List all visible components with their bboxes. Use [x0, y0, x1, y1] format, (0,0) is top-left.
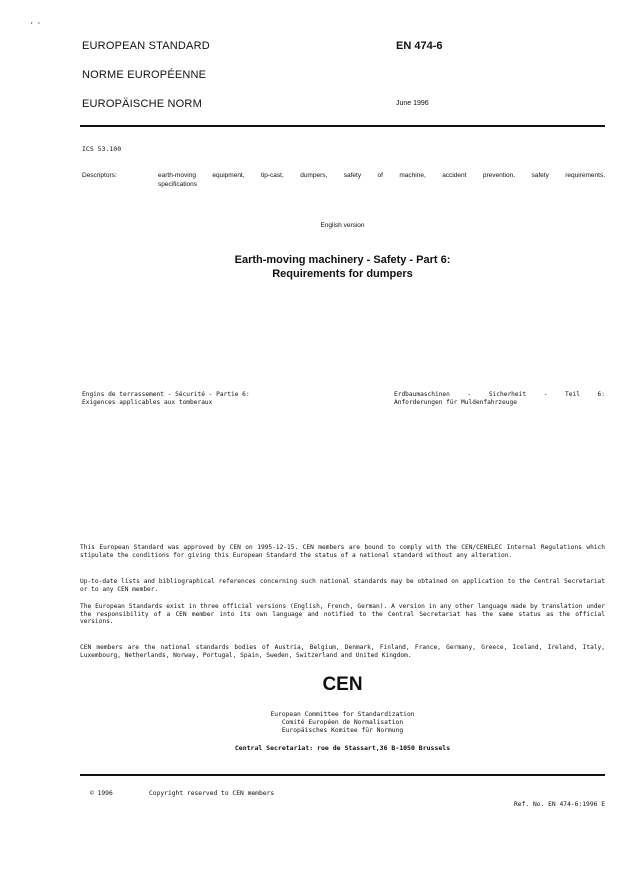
header-en: EUROPEAN STANDARD [82, 40, 210, 52]
members-paragraph: CEN members are the national standards bodies of Austria, Belgium, Denmark, Finland, France, Germany, Greece, Iceland, Ireland, Italy, Luxembourg, Netherlands, Norway, Portugal, Spain, Sweden, Switzerland and United Kingdom. [80, 644, 605, 659]
descriptors-label: Descriptors: [82, 172, 117, 179]
corner-marks: , , [30, 18, 41, 25]
reference-number: Ref. No. EN 474-6:1996 E [514, 801, 605, 808]
german-title-line2: Anforderungen für Muldenfahrzeuge [394, 399, 517, 406]
copyright-text: Copyright reserved to CEN members [149, 790, 275, 797]
header-de: EUROPÄISCHE NORM [82, 98, 202, 110]
issue-date: June 1996 [396, 100, 429, 107]
cen-name-en: European Committee for Standardization [270, 711, 415, 718]
header-fr: NORME EUROPÉENNE [82, 69, 207, 81]
descriptors-line2: specifications [158, 181, 198, 188]
title-line1: Earth-moving machinery - Safety - Part 6: [234, 254, 451, 266]
footer-rule [80, 774, 605, 776]
cen-logo: CEN [322, 674, 363, 695]
standard-number: EN 474-6 [396, 40, 443, 52]
ics-code: ICS 53.100 [82, 145, 122, 153]
versions-paragraph: The European Standards exist in three official versions (English, French, German). A version in any other language made by translation under the responsibility of a CEN member into its own language and notified to the Central Secretariat has the same status as the official versions. [80, 603, 605, 626]
approval-paragraph: This European Standard was approved by CEN on 1995-12-15. CEN members are bound to comply with the CEN/CENELEC Internal Regulations which stipulate the conditions for giving this European Standard the status of a national standard without any alteration. [80, 544, 605, 559]
german-title-line1: Erdbaumaschinen - Sicherheit - Teil 6: [394, 391, 605, 398]
central-secretariat: Central Secretariat: rue de Stassart,36 B-1050 Brussels [234, 744, 451, 752]
french-title-line2: Exigences applicables aux tomberaux [82, 399, 213, 406]
title-line2: Requirements for dumpers [272, 268, 413, 280]
header-rule [80, 125, 605, 127]
copyright-year: © 1996 [90, 790, 113, 797]
french-title-line1: Engins de terrassement - Sécurité - Partie 6: [82, 391, 250, 398]
descriptors-line1: earth-moving equipment, tip-cast, dumpers, safety of machine, accident prevention, safety requirements, [158, 172, 605, 179]
version-label: English version [320, 222, 365, 229]
cen-name-fr: Comité Européen de Normalisation [281, 719, 404, 726]
references-paragraph: Up-to-date lists and bibliographical references concerning such national standards may be obtained on application to the Central Secretariat or to any CEN member. [80, 578, 605, 593]
cen-name-de: Europäisches Komitee für Normung [281, 727, 404, 734]
